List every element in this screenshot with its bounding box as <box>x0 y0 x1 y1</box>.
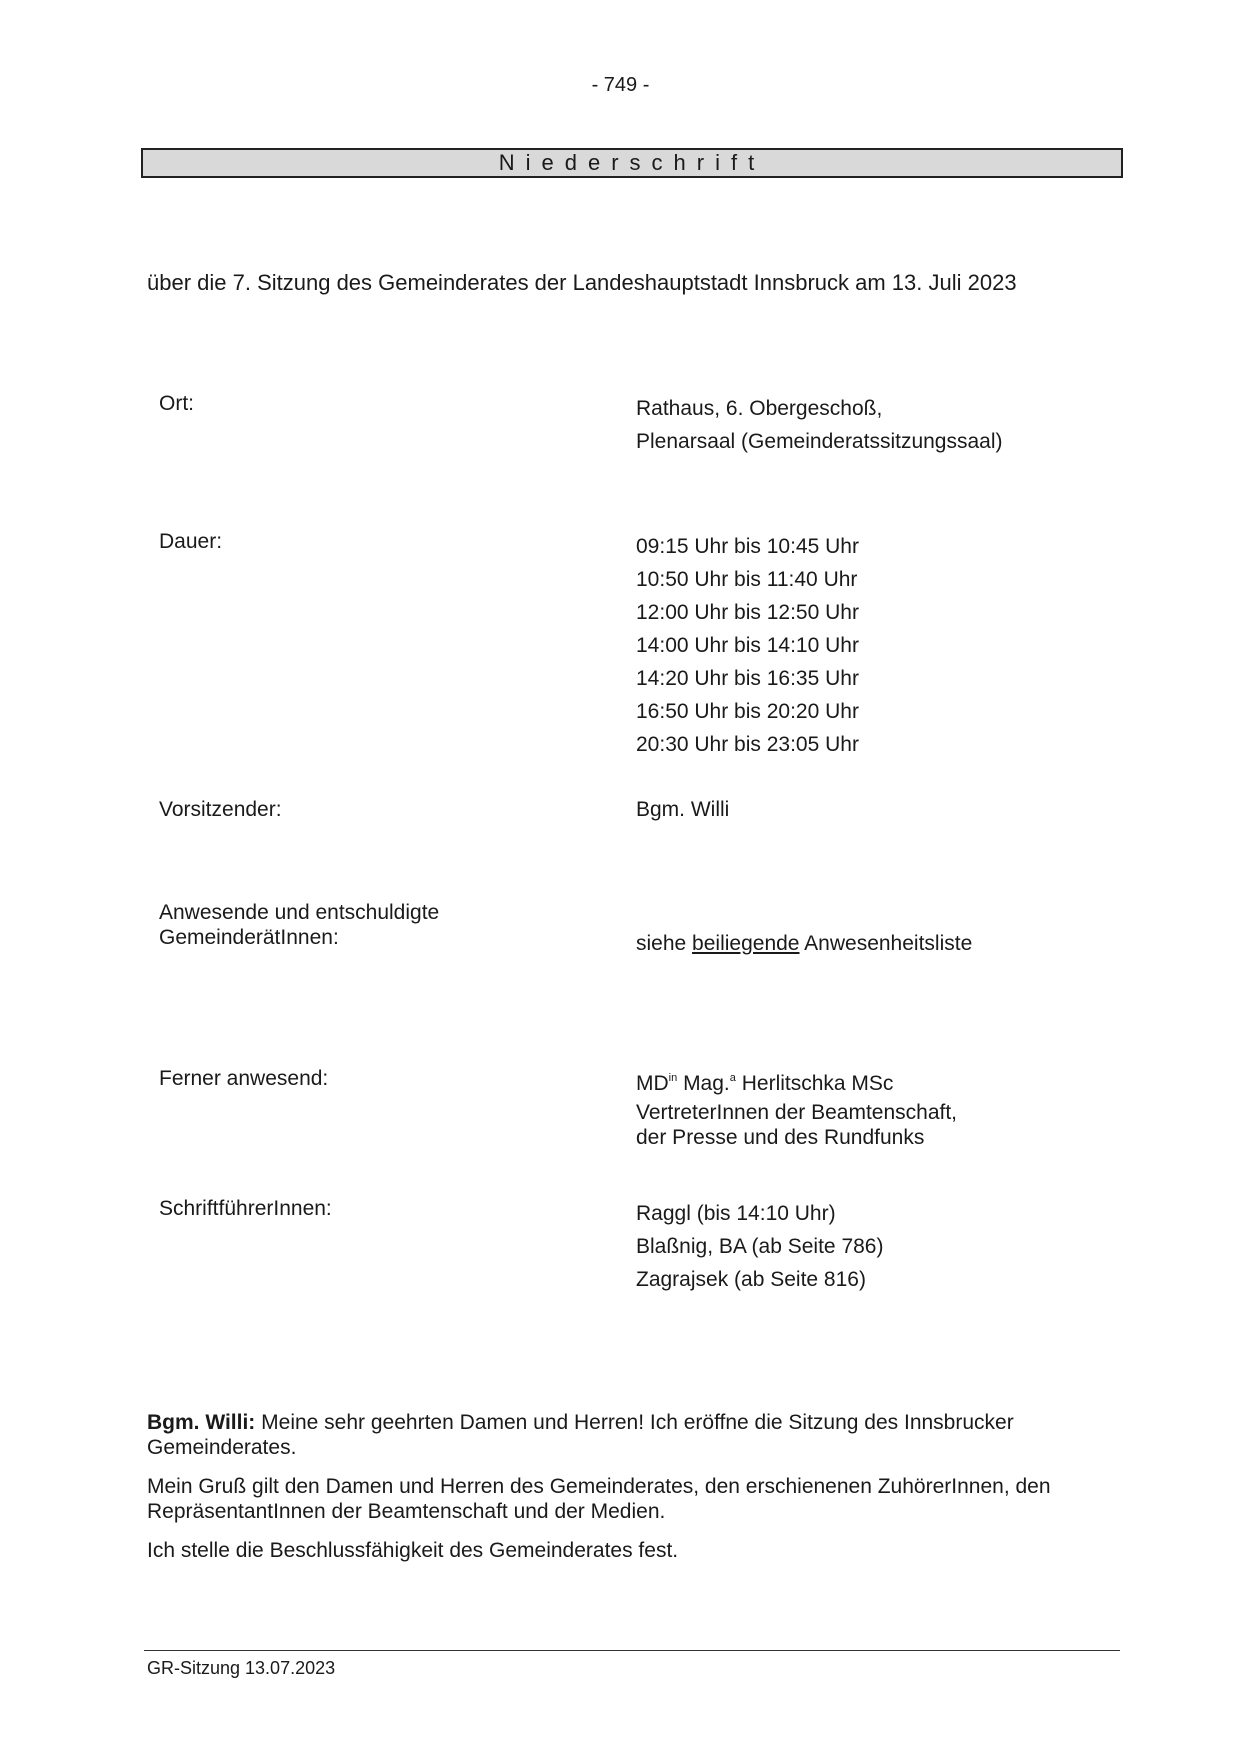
ferner-line: der Presse und des Rundfunks <box>636 1126 925 1149</box>
schriftfuehrer-line: Blaßnig, BA (ab Seite 786) <box>636 1235 884 1258</box>
ferner-label: Ferner anwesend: <box>159 1067 329 1090</box>
anwesende-prefix: siehe <box>636 932 687 955</box>
schriftfuehrer-label: SchriftführerInnen: <box>159 1197 332 1220</box>
ferner-lines <box>636 1100 957 1150</box>
dauer-line: 14:00 Uhr bis 14:10 Uhr <box>636 634 859 657</box>
md-sup: in <box>668 1072 678 1084</box>
opening-speech <box>147 1410 1107 1577</box>
ort-line: Rathaus, 6. Obergeschoß, <box>636 397 883 420</box>
dauer-value <box>636 530 859 761</box>
dauer-line: 12:00 Uhr bis 12:50 Uhr <box>636 601 859 624</box>
anwesende-label <box>159 900 439 950</box>
speech-text: Meine sehr geehrten Damen und Herren! Ich eröffne die Sitzung des Innsbrucker Gemeinderates. <box>147 1411 1014 1459</box>
dauer-line: 16:50 Uhr bis 20:20 Uhr <box>636 700 859 723</box>
anwesende-value <box>636 932 972 956</box>
page-number: - 749 - <box>591 74 650 96</box>
schriftfuehrer-value <box>636 1197 883 1296</box>
ferner-value <box>636 1067 957 1150</box>
document-title: Niederschrift <box>141 148 1123 178</box>
speaker-name: Bgm. Willi: <box>147 1411 256 1434</box>
footer-divider <box>144 1650 1120 1651</box>
speech-paragraph <box>147 1410 1107 1460</box>
dauer-line: 09:15 Uhr bis 10:45 Uhr <box>636 535 859 558</box>
ort-value <box>636 392 1003 458</box>
anwesende-suffix: Anwesenheitsliste <box>804 932 973 955</box>
ort-label: Ort: <box>159 392 194 415</box>
ferner-md-line <box>636 1067 957 1100</box>
md-prefix: MD <box>636 1072 669 1095</box>
md-mid: Mag. <box>677 1072 730 1095</box>
dauer-line: 20:30 Uhr bis 23:05 Uhr <box>636 733 859 756</box>
footer-text: GR-Sitzung 13.07.2023 <box>147 1658 336 1678</box>
vorsitzender-value: Bgm. Willi <box>636 798 730 821</box>
schriftfuehrer-line: Raggl (bis 14:10 Uhr) <box>636 1202 836 1225</box>
dauer-line: 10:50 Uhr bis 11:40 Uhr <box>636 568 858 591</box>
vorsitzender-label: Vorsitzender: <box>159 798 282 821</box>
md-rest: Herlitschka MSc <box>735 1072 894 1095</box>
dauer-label: Dauer: <box>159 530 223 553</box>
speech-paragraph: Ich stelle die Beschlussfähigkeit des Gemeinderates fest. <box>147 1539 679 1562</box>
md-sup2: a <box>729 1072 736 1084</box>
dauer-line: 14:20 Uhr bis 16:35 Uhr <box>636 667 859 690</box>
anwesende-label-line: GemeinderätInnen: <box>159 926 339 949</box>
schriftfuehrer-line: Zagrajsek (ab Seite 816) <box>636 1268 866 1291</box>
intro-text: über die 7. Sitzung des Gemeinderates der Landeshauptstadt Innsbruck am 13. Juli 2023 <box>147 270 1017 295</box>
anwesende-label-line: Anwesende und entschuldigte <box>159 901 440 924</box>
speech-paragraph: Mein Gruß gilt den Damen und Herren des Gemeinderates, den erschienenen ZuhörerInnen, den RepräsentantInnen der Beamtenschaft und der Medien. <box>147 1475 1051 1523</box>
ferner-line: VertreterInnen der Beamtenschaft, <box>636 1101 958 1124</box>
ort-line: Plenarsaal (Gemeinderatssitzungssaal) <box>636 430 1003 453</box>
anwesende-link-text: beiliegende <box>692 932 800 955</box>
